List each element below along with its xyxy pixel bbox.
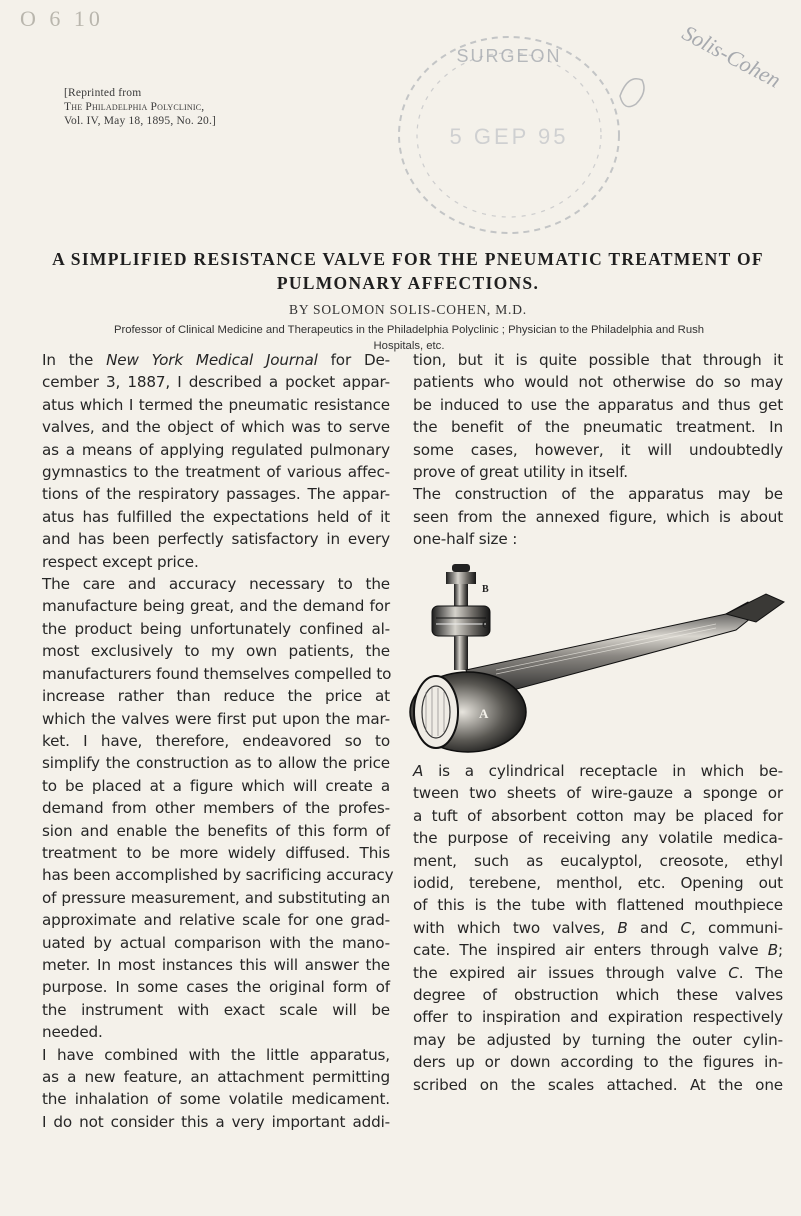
valve-top [446, 572, 476, 584]
text-line: valves, and the object of which was to serve [42, 418, 390, 437]
text-line: prove of great utility in itself. [413, 463, 628, 482]
text-line: one-half size : [413, 530, 518, 549]
text-line: manufacture being great, and the demand for [42, 597, 390, 616]
label-c: C [482, 620, 490, 631]
text-line: patients who would not otherwise do so may [413, 373, 783, 392]
text-line: to be placed at a figure which will create a [42, 776, 390, 795]
text-line: atus has fulfilled the expectations held of it [42, 507, 390, 526]
text-line: seen from the annexed figure, which is about [413, 507, 783, 526]
label-b: B [482, 584, 489, 595]
reprint-line-3: Vol. IV, May 18, 1895, No. 20.] [64, 115, 217, 127]
text-line: manufacturers found themselves compelled to [42, 664, 392, 683]
author-stamp-text: Solis-Cohen [678, 20, 785, 93]
text-line: scribed on the scales attached. At the one [413, 1075, 783, 1094]
valve-neck [454, 636, 468, 670]
reprint-line-2: The Philadelphia Polyclinic, [64, 101, 205, 113]
text-line: ment, such as eucalyptol, creosote, ethyl [413, 851, 783, 870]
stamp-date: 5 GEP 95 [449, 124, 569, 149]
text-line: the benefit of the pneumatic treatment. In [413, 418, 783, 437]
text-line: The care and accuracy necessary to the [42, 575, 390, 594]
text-line: be induced to use the apparatus and thus get [413, 395, 783, 414]
text-line: a tuft of absorbent cotton may be placed for [413, 806, 783, 825]
text-line: treatment to be more widely diffused. This [42, 843, 390, 862]
text-line: with which two valves, B and C, communi- [413, 918, 783, 937]
text-line: demand from other members of the profes- [42, 799, 390, 818]
author-stamp [608, 0, 801, 128]
text-line: simplify the construction as to allow the price [42, 754, 390, 773]
text-line: respect except price. [42, 552, 199, 571]
valve-cap [452, 564, 470, 572]
left-column [42, 349, 394, 1133]
receptacle-face [414, 676, 458, 748]
right-column-top [413, 349, 783, 551]
text-line: the product being unfortunately confined al- [42, 619, 390, 638]
text-line: of pressure measurement, and substituting an [42, 888, 390, 907]
text-line: tween two sheets of wire-gauze a sponge or [413, 784, 783, 803]
pencil-mark: O 6 10 [20, 6, 104, 31]
text-line: A is a cylindrical receptacle in which be- [413, 762, 783, 780]
text-line: which the valves were first put upon the mar- [42, 709, 390, 728]
text-line: some cases, however, it will undoubtedly [413, 440, 783, 459]
stamp-text: SURGEON [456, 46, 562, 66]
text-line: I do not consider this a very important addi- [42, 1112, 390, 1131]
text-line: cate. The inspired air enters through valve B; [413, 941, 783, 960]
text-line: of this is the tube with flattened mouthpiece [413, 896, 783, 915]
text-line: atus which I termed the pneumatic resistance [42, 395, 390, 414]
text-line: most exclusively to my own patients, the [42, 642, 390, 661]
journal-name: New York Medical Journal [106, 351, 318, 369]
text-line: sion and enable the benefits of this form of [42, 821, 390, 840]
text-line: the expired air issues through valve C. The [413, 963, 783, 982]
text-line: uated by actual comparison with the mano- [42, 933, 390, 952]
text-line: meter. In most instances this will answer the [42, 955, 390, 974]
right-column-bottom [413, 760, 783, 1096]
title-line-1: A SIMPLIFIED RESISTANCE VALVE FOR THE PNEUMATIC TREATMENT OF [52, 249, 764, 269]
text-line: the purpose of receiving any volatile medica- [413, 829, 783, 848]
text-line: the inhalation of some volatile medicament. [42, 1090, 390, 1109]
text-line: as a means of applying regulated pulmonary [42, 440, 390, 459]
text-line: cember 3, 1887, I described a pocket appar- [42, 373, 390, 392]
text-line: I have combined with the little apparatus, [42, 1045, 390, 1064]
library-stamp [386, 28, 632, 242]
reprint-line-1: [Reprinted from [64, 87, 142, 99]
label-a: A [479, 706, 489, 721]
text-line: degree of obstruction which these valves [413, 986, 783, 1005]
text-line: In the New York Medical Journal for De- [42, 351, 391, 369]
affiliation-line-1: Professor of Clinical Medicine and Therapeutics in the Philadelphia Polyclinic ; Physician to the Philadelphia and Rush [113, 324, 705, 336]
article-title [34, 247, 782, 295]
text-line: may be adjusted by turning the outer cylin- [413, 1030, 783, 1049]
text-line: offer to inspiration and expiration respectively [413, 1008, 783, 1027]
inline-label-a: A [413, 762, 424, 780]
text-line: needed. [42, 1023, 103, 1042]
valve-figure [396, 562, 788, 754]
text-line: and has been perfectly satisfactory in every [42, 530, 390, 549]
text-line: increase rather than reduce the price at [42, 687, 390, 706]
text-line: has been accomplished by sacrificing accuracy [42, 866, 394, 885]
text-line: ders up or down according to the figures in- [413, 1053, 783, 1072]
reprint-note [64, 86, 284, 128]
text-line: gymnastics to the treatment of various affec- [42, 463, 390, 482]
text-line: the instrument with exact scale will be [42, 1000, 390, 1019]
text-line: approximate and relative scale for one grad- [42, 911, 390, 930]
affiliation-line-2: Hospitals, etc. [373, 340, 445, 352]
text-line: The construction of the apparatus may be [413, 485, 783, 504]
text-line: ket. I have, therefore, endeavored so to [42, 731, 390, 750]
text-line: tions of the respiratory passages. The appar- [42, 485, 390, 504]
text-line: purpose. In some cases the original form of [42, 978, 390, 997]
text-line: as a new feature, an attachment permitting [42, 1068, 390, 1086]
text-line: tion, but it is quite possible that through it [413, 351, 783, 369]
text-line: iodid, terebene, menthol, etc. Opening out [413, 874, 783, 893]
title-line-2: PULMONARY AFFECTIONS. [276, 273, 540, 293]
byline: BY SOLOMON SOLIS-COHEN, M.D. [289, 302, 527, 317]
